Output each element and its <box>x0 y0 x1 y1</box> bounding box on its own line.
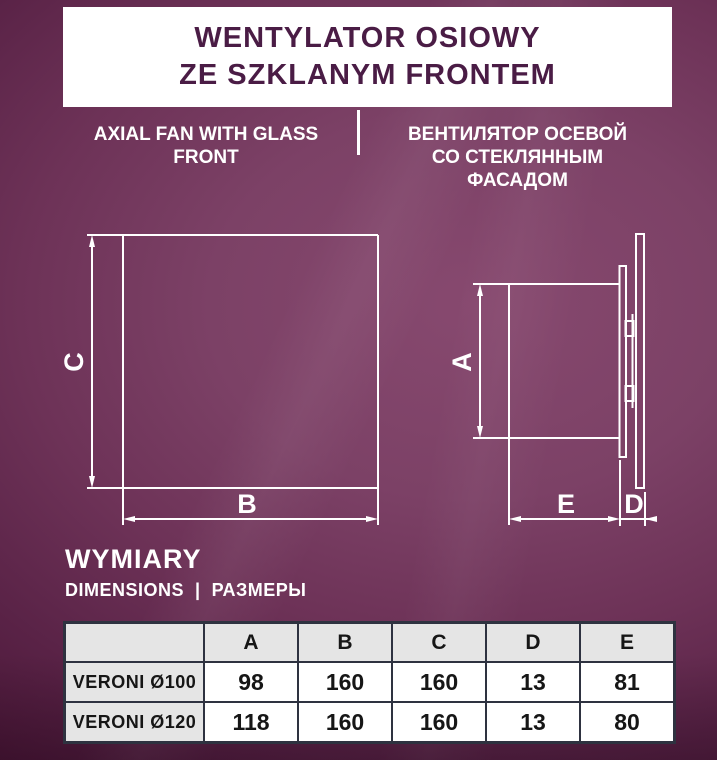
dimensions-heading-separator: | <box>195 580 201 600</box>
value-cell: 80 <box>580 702 675 743</box>
value-cell: 160 <box>392 662 486 702</box>
column-header-E: E <box>580 623 675 663</box>
title-panel <box>63 7 672 107</box>
front-view-arrows <box>89 235 378 522</box>
subtitle-russian-line-1: ВЕНТИЛЯТОР ОСЕВОЙ <box>407 124 628 145</box>
dimensions-heading-en: DIMENSIONS <box>65 580 185 600</box>
row-label: VERONI Ø100 <box>65 662 205 702</box>
subtitle-russian-line-3: ФАСАДОМ <box>467 170 568 191</box>
subtitle-russian-line-2: СО СТЕКЛЯННЫМ <box>431 147 604 168</box>
front-width-label-B: B <box>237 489 257 519</box>
table-corner-cell <box>65 623 205 663</box>
product-title-line-2: ZE SZKLANYM FRONTEM <box>179 59 556 91</box>
value-cell: 118 <box>204 702 298 743</box>
front-height-label-C: C <box>59 352 89 372</box>
value-cell: 13 <box>486 662 580 702</box>
column-header-D: D <box>486 623 580 663</box>
side-height-label-A: A <box>447 352 477 372</box>
dimensions-heading-ru: РАЗМЕРЫ <box>211 580 307 600</box>
subtitle-english-line-1: AXIAL FAN WITH GLASS <box>93 124 319 145</box>
subtitle-russian <box>400 123 635 192</box>
value-cell: 13 <box>486 702 580 743</box>
table-row-veroni-100 <box>65 662 675 702</box>
column-header-A: A <box>204 623 298 663</box>
value-cell: 160 <box>298 702 392 743</box>
side-depth-label-E: E <box>556 489 576 519</box>
side-front-label-D: D <box>624 489 644 519</box>
product-title-line-1: WENTYLATOR OSIOWY <box>194 22 541 54</box>
subtitle-english <box>70 123 342 169</box>
side-view-drawing <box>473 234 657 526</box>
dimensions-heading-pl: WYMIARY <box>65 544 202 574</box>
subtitle-divider <box>357 110 360 155</box>
table-header-row <box>65 623 675 663</box>
front-view-drawing <box>87 235 378 525</box>
value-cell: 81 <box>580 662 675 702</box>
side-view-arrows <box>477 284 657 522</box>
dimensions-subheading <box>65 580 306 601</box>
table-row-veroni-120 <box>65 702 675 743</box>
dimensions-table <box>63 621 676 744</box>
dimension-drawings <box>0 210 717 540</box>
column-header-C: C <box>392 623 486 663</box>
value-cell: 98 <box>204 662 298 702</box>
value-cell: 160 <box>392 702 486 743</box>
subtitle-english-line-2: FRONT <box>173 147 239 168</box>
value-cell: 160 <box>298 662 392 702</box>
column-header-B: B <box>298 623 392 663</box>
row-label: VERONI Ø120 <box>65 702 205 743</box>
